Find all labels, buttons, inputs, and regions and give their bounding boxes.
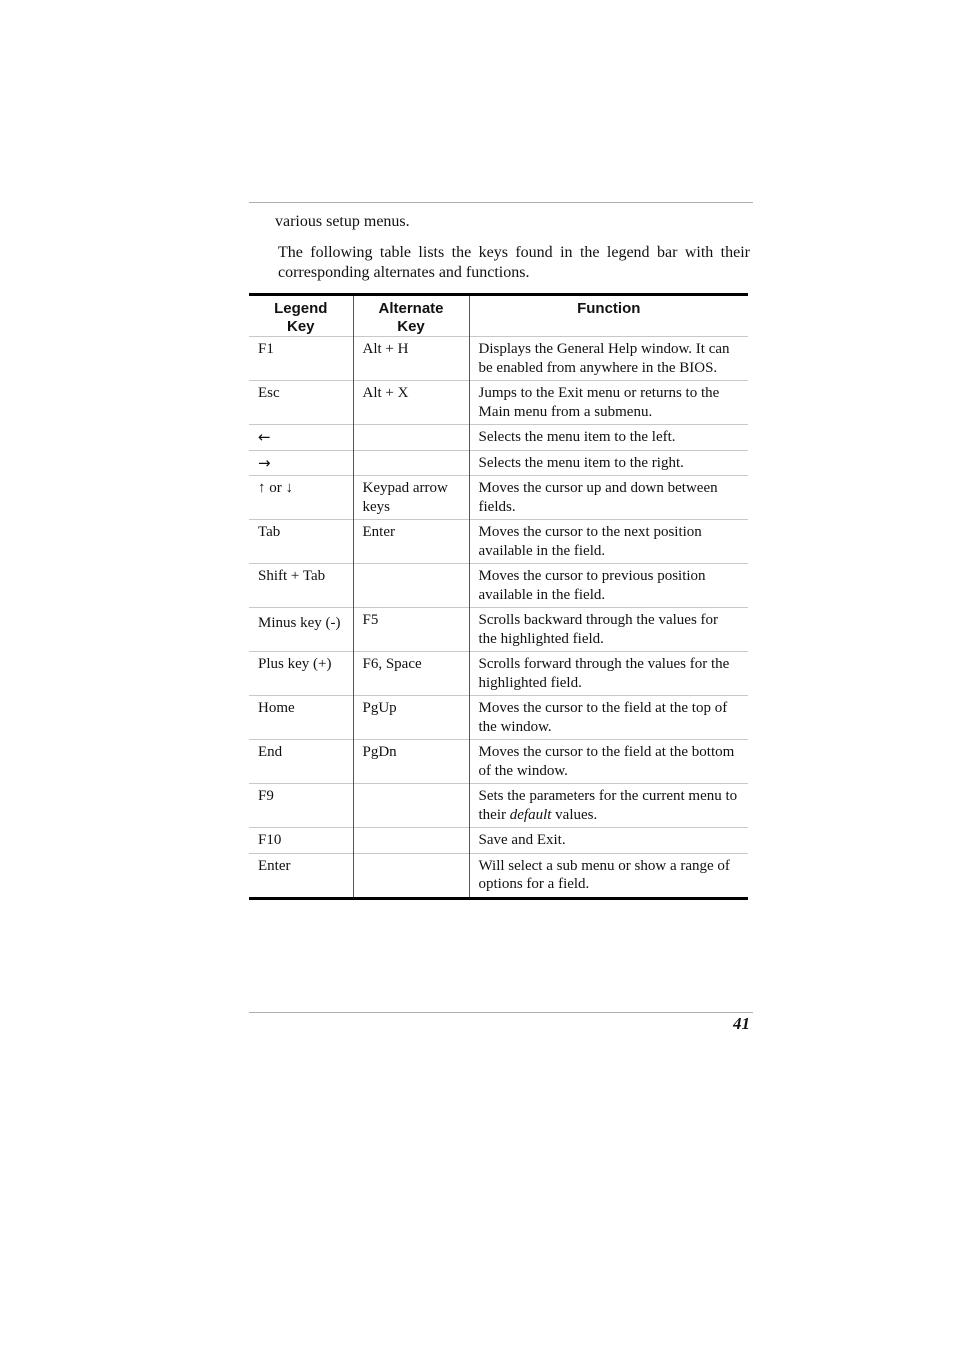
legend-cell: Minus key (-) — [249, 608, 353, 652]
alternate-cell — [353, 450, 469, 476]
function-cell: Scrolls backward through the values for the highlighted field. — [469, 608, 748, 652]
header-rule — [249, 202, 753, 203]
alternate-cell — [353, 784, 469, 828]
alternate-cell — [353, 425, 469, 451]
alternate-cell: PgUp — [353, 696, 469, 740]
legend-cell: F1 — [249, 337, 353, 381]
legend-cell: F9 — [249, 784, 353, 828]
table-row — [249, 740, 748, 784]
table-header-row — [249, 295, 748, 337]
function-text: Sets the parameters for the current menu to their — [478, 788, 738, 823]
table-row — [249, 520, 748, 564]
legend-cell: Esc — [249, 381, 353, 425]
legend-cell: End — [249, 740, 353, 784]
legend-cell: Shift + Tab — [249, 564, 353, 608]
table-row — [249, 696, 748, 740]
function-cell: Selects the menu item to the right. — [469, 450, 748, 476]
table-row — [249, 564, 748, 608]
function-cell: Moves the cursor up and down between fields. — [469, 476, 748, 520]
alternate-cell: Alt + H — [353, 337, 469, 381]
legend-cell: Home — [249, 696, 353, 740]
legend-cell: Tab — [249, 520, 353, 564]
page-number: 41 — [733, 1014, 750, 1033]
alternate-cell: Enter — [353, 520, 469, 564]
alternate-cell: PgDn — [353, 740, 469, 784]
alternate-cell: Keypad arrow keys — [353, 476, 469, 520]
function-cell: Save and Exit. — [469, 828, 748, 854]
table-row — [249, 608, 748, 652]
function-cell: Jumps to the Exit menu or returns to the Main menu from a submenu. — [469, 381, 748, 425]
header-alternate-line1: Alternate — [378, 300, 444, 317]
header-alternate-key — [353, 295, 469, 337]
header-legend-line1: Legend — [274, 300, 328, 317]
legend-cell-left-arrow: ← — [249, 425, 353, 451]
alternate-cell: F6, Space — [353, 652, 469, 696]
intro-paragraph: The following table lists the keys found in the legend bar with their corresponding alternates and functions. — [278, 244, 750, 281]
legend-cell: Plus key (+) — [249, 652, 353, 696]
function-cell: Moves the cursor to previous position available in the field. — [469, 564, 748, 608]
alternate-cell — [353, 853, 469, 898]
table-row — [249, 450, 748, 476]
table-row — [249, 853, 748, 898]
legend-keys-table — [249, 293, 748, 900]
function-cell: Moves the cursor to the field at the top of the window. — [469, 696, 748, 740]
function-cell: Will select a sub menu or show a range of options for a field. — [469, 853, 748, 898]
legend-cell-up-down-arrows: ↑ or ↓ — [249, 476, 353, 520]
function-cell: Moves the cursor to the field at the bottom of the window. — [469, 740, 748, 784]
table-row — [249, 784, 748, 828]
footer-rule — [249, 1012, 753, 1013]
legend-cell-right-arrow: → — [249, 450, 353, 476]
header-legend-line2: Key — [286, 318, 315, 335]
function-cell: Displays the General Help window. It can be enabled from anywhere in the BIOS. — [469, 337, 748, 381]
table-row — [249, 337, 748, 381]
function-cell: Moves the cursor to the next position available in the field. — [469, 520, 748, 564]
legend-cell: Enter — [249, 853, 353, 898]
function-cell: Selects the menu item to the left. — [469, 425, 748, 451]
table-row — [249, 652, 748, 696]
header-alternate-line2: Key — [397, 318, 425, 335]
table-row — [249, 476, 748, 520]
table-row — [249, 381, 748, 425]
function-emphasis: default — [509, 806, 552, 823]
alternate-cell: F5 — [353, 608, 469, 652]
legend-cell: F10 — [249, 828, 353, 854]
function-text: values. — [551, 806, 598, 823]
header-function: Function — [469, 295, 748, 337]
table-row — [249, 828, 748, 854]
intro-line: various setup menus. — [275, 213, 410, 230]
alternate-cell — [353, 564, 469, 608]
alternate-cell: Alt + X — [353, 381, 469, 425]
function-cell: Scrolls forward through the values for the highlighted field. — [469, 652, 748, 696]
function-cell — [469, 784, 748, 828]
alternate-cell — [353, 828, 469, 854]
table-row — [249, 425, 748, 451]
header-legend-key — [249, 295, 353, 337]
